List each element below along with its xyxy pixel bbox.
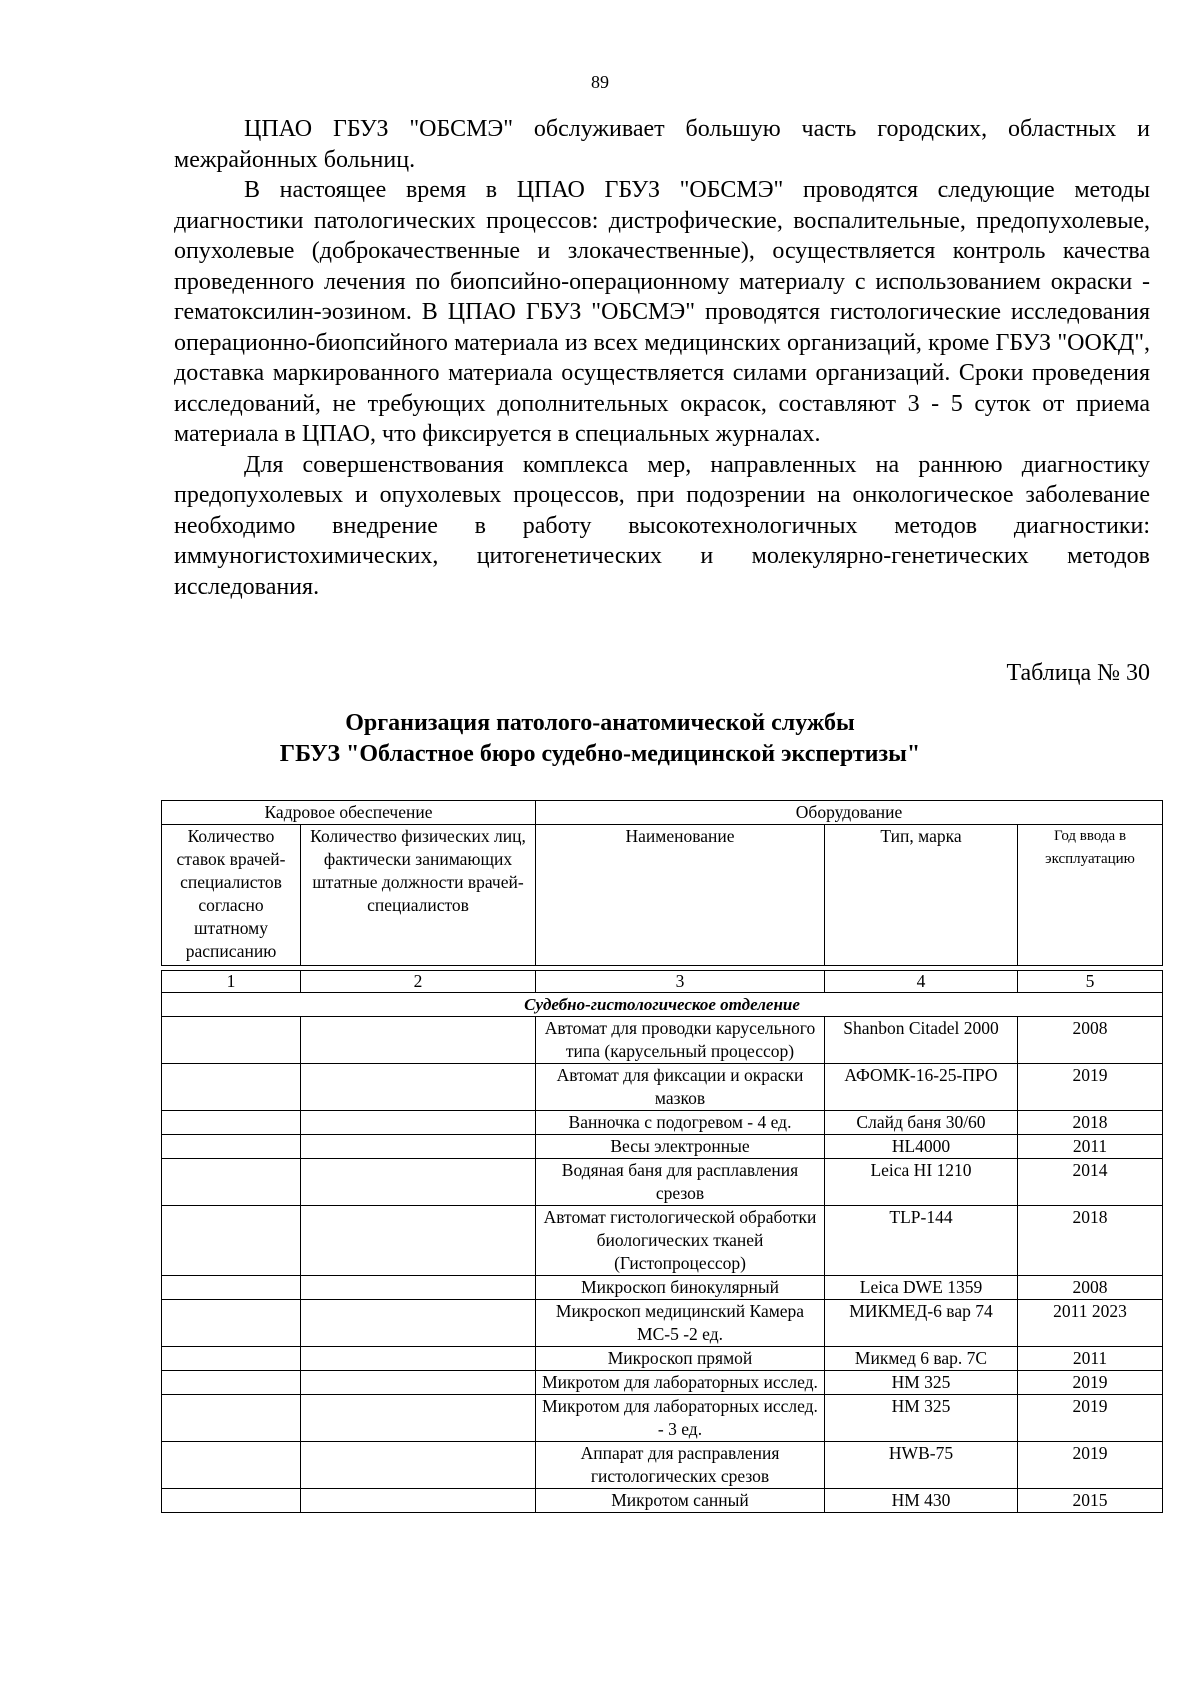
column-number-row — [162, 971, 1163, 993]
table-row — [162, 1159, 1163, 1206]
persons-count-cell — [301, 1395, 536, 1442]
table-row — [162, 1300, 1163, 1347]
equipment-year-cell: 2018 — [1018, 1206, 1163, 1276]
equipment-type-cell: HM 325 — [825, 1395, 1018, 1442]
table-row — [162, 1395, 1163, 1442]
table-row — [162, 1017, 1163, 1064]
section-title: Судебно-гистологическое отделение — [162, 993, 1163, 1017]
persons-count-cell — [301, 1276, 536, 1300]
persons-count-cell — [301, 1300, 536, 1347]
staff-count-cell — [162, 1442, 301, 1489]
table-row — [162, 1064, 1163, 1111]
equipment-type-cell: АФОМК-16-25-ПРО — [825, 1064, 1018, 1111]
equipment-year-cell: 2018 — [1018, 1111, 1163, 1135]
table-row — [162, 1347, 1163, 1371]
table-title-line-1: Организация патолого-анатомической службы — [345, 710, 855, 736]
equipment-name-cell: Микротом санный — [536, 1489, 825, 1513]
staff-group-header: Кадровое обеспечение — [162, 801, 536, 825]
persons-count-cell — [301, 1064, 536, 1111]
staff-count-cell — [162, 1064, 301, 1111]
staff-count-cell — [162, 1489, 301, 1513]
equipment-name-cell: Ванночка с подогревом - 4 ед. — [536, 1111, 825, 1135]
paragraph-3: Для совершенствования комплекса мер, направленных на раннюю диагностику предопухолевых и опухолевых процессов, при подозрении на онкологическое заболевание необходимо внедрение в работу высокотехнологичных методов диагностики: иммуногистохимических, цитогенетических и молекулярно-генетических методов исследования. — [174, 451, 1150, 600]
persons-count-cell — [301, 1159, 536, 1206]
column-number: 1 — [162, 971, 301, 993]
table-row — [162, 1135, 1163, 1159]
equipment-group-header: Оборудование — [536, 801, 1163, 825]
equipment-year-cell: 2015 — [1018, 1489, 1163, 1513]
equipment-name-cell: Автомат для фиксации и окраски мазков — [536, 1064, 825, 1111]
column-header-persons-count: Количество физических лиц, фактически занимающих штатные должности врачей-специалистов — [301, 825, 536, 966]
staff-count-cell — [162, 1300, 301, 1347]
column-number: 5 — [1018, 971, 1163, 993]
equipment-type-cell: МИКМЕД-6 вар 74 — [825, 1300, 1018, 1347]
equipment-year-cell: 2011 — [1018, 1135, 1163, 1159]
equipment-year-cell: 2019 — [1018, 1371, 1163, 1395]
equipment-name-cell: Аппарат для расправления гистологических срезов — [536, 1442, 825, 1489]
table-title — [0, 708, 1200, 770]
staff-count-cell — [162, 1347, 301, 1371]
equipment-year-cell: 2019 — [1018, 1064, 1163, 1111]
equipment-type-cell: TLP-144 — [825, 1206, 1018, 1276]
equipment-name-cell: Водяная баня для расплавления срезов — [536, 1159, 825, 1206]
column-header-year: Год ввода в эксплуатацию — [1018, 825, 1163, 966]
page-number: 89 — [591, 72, 609, 92]
persons-count-cell — [301, 1347, 536, 1371]
table-body — [162, 1017, 1163, 1513]
equipment-name-cell: Микроскоп медицинский Камера МС-5 -2 ед. — [536, 1300, 825, 1347]
equipment-year-cell: 2011 2023 — [1018, 1300, 1163, 1347]
table-row — [162, 1206, 1163, 1276]
equipment-type-cell: Leica HI 1210 — [825, 1159, 1018, 1206]
paragraph-2: В настоящее время в ЦПАО ГБУЗ "ОБСМЭ" проводятся следующие методы диагностики патологических процессов: дистрофические, воспалительные, предопухолевые, опухолевые (доброкачественные и злокачественные), осуществляется контроль качества проведенного лечения по биопсийно-операционному материалу с использованием окраски - гематоксилин-эозином. В ЦПАО ГБУЗ "ОБСМЭ" проводятся гистологические исследования операционно-биопсийного материала из всех медицинских организаций, кроме ГБУЗ "ООКД", доставка маркированного материала осуществляется силами организаций. Сроки проведения исследований, не требующих дополнительных окрасок, составляют 3 - 5 суток от приема материала в ЦПАО, что фиксируется в специальных журналах. — [174, 177, 1150, 447]
section-row — [162, 993, 1163, 1017]
persons-count-cell — [301, 1135, 536, 1159]
column-number: 4 — [825, 971, 1018, 993]
equipment-table — [161, 800, 1163, 1513]
equipment-name-cell: Микроскоп бинокулярный — [536, 1276, 825, 1300]
persons-count-cell — [301, 1442, 536, 1489]
staff-count-cell — [162, 1159, 301, 1206]
equipment-year-cell: 2008 — [1018, 1276, 1163, 1300]
group-header-row — [162, 801, 1163, 825]
body-text — [174, 114, 1150, 602]
equipment-type-cell: Слайд баня 30/60 — [825, 1111, 1018, 1135]
staff-count-cell — [162, 1371, 301, 1395]
equipment-type-cell: HL4000 — [825, 1135, 1018, 1159]
table-row — [162, 1371, 1163, 1395]
persons-count-cell — [301, 1017, 536, 1064]
staff-count-cell — [162, 1276, 301, 1300]
persons-count-cell — [301, 1206, 536, 1276]
equipment-type-cell: Микмед 6 вар. 7С — [825, 1347, 1018, 1371]
equipment-year-cell: 2011 — [1018, 1347, 1163, 1371]
equipment-year-cell: 2014 — [1018, 1159, 1163, 1206]
equipment-name-cell: Автомат гистологической обработки биологических тканей (Гистопроцессор) — [536, 1206, 825, 1276]
table-row — [162, 1276, 1163, 1300]
equipment-type-cell: Shanbon Citadel 2000 — [825, 1017, 1018, 1064]
equipment-name-cell: Микротом для лабораторных исслед. — [536, 1371, 825, 1395]
equipment-name-cell: Весы электронные — [536, 1135, 825, 1159]
table-row — [162, 1111, 1163, 1135]
equipment-year-cell: 2008 — [1018, 1017, 1163, 1064]
equipment-type-cell: HM 430 — [825, 1489, 1018, 1513]
equipment-type-cell: Leica DWE 1359 — [825, 1276, 1018, 1300]
persons-count-cell — [301, 1489, 536, 1513]
staff-count-cell — [162, 1017, 301, 1064]
paragraph-1: ЦПАО ГБУЗ "ОБСМЭ" обслуживает большую часть городских, областных и межрайонных больниц. — [174, 116, 1150, 173]
column-header-staff-count: Количество ставок врачей-специалистов согласно штатному расписанию — [162, 825, 301, 966]
equipment-type-cell: HM 325 — [825, 1371, 1018, 1395]
staff-count-cell — [162, 1206, 301, 1276]
column-header-row — [162, 825, 1163, 966]
column-header-name: Наименование — [536, 825, 825, 966]
equipment-name-cell: Микротом для лабораторных исслед. - 3 ед. — [536, 1395, 825, 1442]
equipment-name-cell: Микроскоп прямой — [536, 1347, 825, 1371]
staff-count-cell — [162, 1395, 301, 1442]
equipment-type-cell: HWB-75 — [825, 1442, 1018, 1489]
table-title-line-2: ГБУЗ "Областное бюро судебно-медицинской экспертизы" — [279, 741, 921, 767]
equipment-name-cell: Автомат для проводки карусельного типа (карусельный процессор) — [536, 1017, 825, 1064]
equipment-year-cell: 2019 — [1018, 1442, 1163, 1489]
column-header-type: Тип, марка — [825, 825, 1018, 966]
equipment-year-cell: 2019 — [1018, 1395, 1163, 1442]
staff-count-cell — [162, 1111, 301, 1135]
column-number: 3 — [536, 971, 825, 993]
persons-count-cell — [301, 1371, 536, 1395]
persons-count-cell — [301, 1111, 536, 1135]
column-number: 2 — [301, 971, 536, 993]
table-row — [162, 1489, 1163, 1513]
table-row — [162, 1442, 1163, 1489]
table-caption: Таблица № 30 — [1006, 660, 1150, 686]
staff-count-cell — [162, 1135, 301, 1159]
